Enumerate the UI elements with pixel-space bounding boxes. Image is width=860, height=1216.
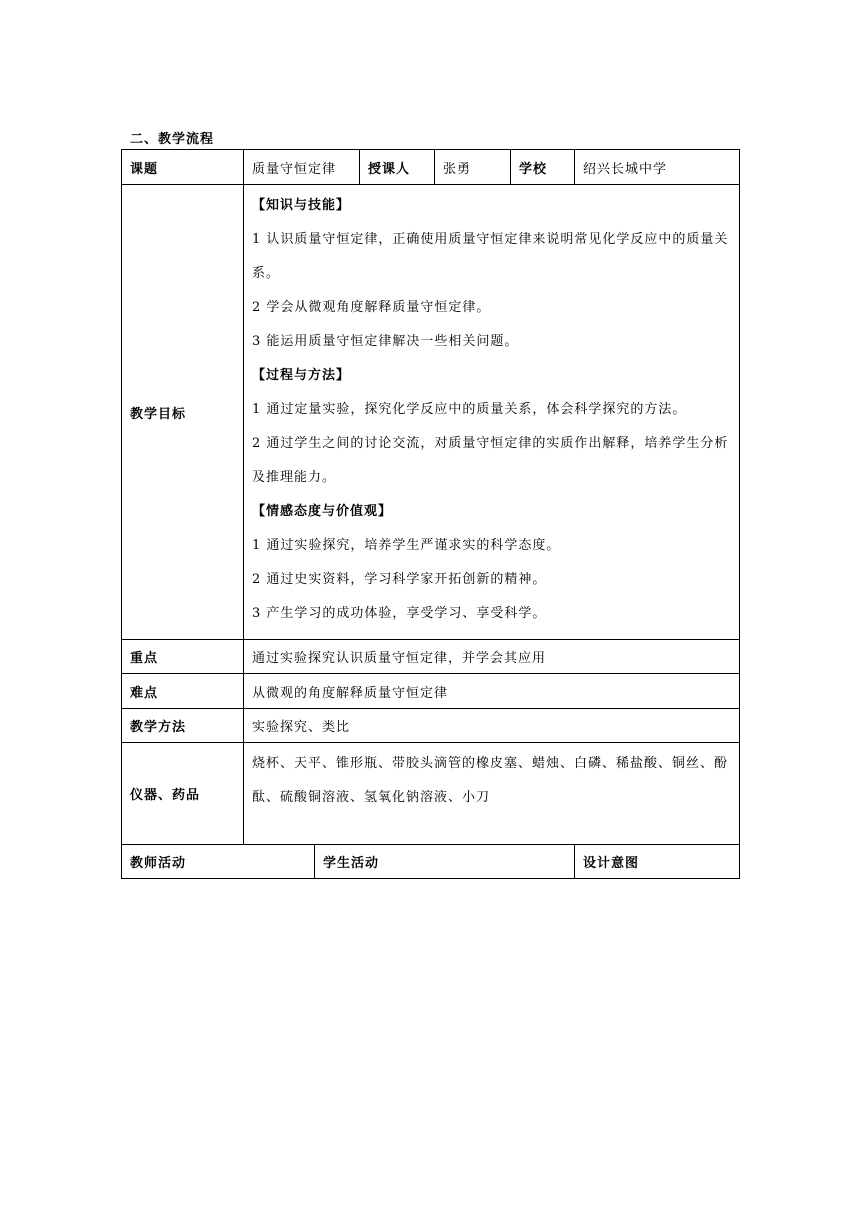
topic-value: 质量守恒定律: [244, 150, 360, 185]
goals-label: 教学目标: [122, 185, 244, 640]
knowledge-item-3: 3 能运用质量守恒定律解决一些相关问题。: [252, 334, 519, 349]
difficulty-value: 从微观的角度解释质量守恒定律: [244, 674, 740, 709]
method-row: [122, 709, 740, 743]
key-point-value: 通过实验探究认识质量守恒定律，并学会其应用: [244, 640, 740, 674]
knowledge-title: 【 知识与技能 】: [252, 189, 731, 223]
teacher-label: 授课人: [360, 150, 435, 185]
activity-header-row: [122, 845, 740, 879]
key-point-row: [122, 640, 740, 674]
knowledge-item-1: 1 认识质量守恒定律，正确使用质量守恒定律来说明常见化学反应中的质量关系。: [252, 232, 729, 281]
school-value: 绍兴长城中学: [575, 150, 740, 185]
emotion-item-1: 1 通过实验探究，培养学生严谨求实的科学态度。: [252, 538, 561, 553]
goals-content: [244, 185, 740, 640]
header-row: [122, 150, 740, 185]
difficulty-label: 难点: [122, 674, 244, 709]
instruments-value: 烧杯、天平、锥形瓶、带胶头滴管的橡皮塞、蜡烛、白磷、稀盐酸、铜丝、酚酞、硫酸铜溶液、氢氧化钠溶液、小刀: [244, 743, 740, 845]
process-item-1: 1 通过定量实验，探究化学反应中的质量关系，体会科学探究的方法。: [252, 402, 687, 417]
knowledge-item-2: 2 学会从微观角度解释质量守恒定律。: [252, 300, 491, 315]
emotion-item-2: 2 通过史实资料，学习科学家开拓创新的精神。: [252, 572, 547, 587]
difficulty-row: [122, 674, 740, 709]
teacher-value: 张勇: [435, 150, 511, 185]
method-label: 教学方法: [122, 709, 244, 743]
emotion-title: 【 情感态度与价值观 】: [252, 495, 731, 529]
topic-label: 课题: [122, 150, 244, 185]
process-title: 【 过程与方法 】: [252, 359, 731, 393]
instruments-row: [122, 743, 740, 845]
design-intent-header: 设计意图: [575, 845, 740, 879]
section-title: 二、教学流程: [130, 132, 215, 147]
school-label: 学校: [511, 150, 575, 185]
instruments-label: 仪器、药品: [122, 743, 244, 845]
teacher-activity-header: 教师活动: [122, 845, 315, 879]
student-activity-header: 学生活动: [315, 845, 575, 879]
emotion-item-3: 3 产生学习的成功体验，享受学习、享受科学。: [252, 606, 547, 621]
goals-row: [122, 185, 740, 640]
lesson-plan-table: [121, 149, 740, 879]
key-point-label: 重点: [122, 640, 244, 674]
process-item-2: 2 通过学生之间的讨论交流，对质量守恒定律的实质作出解释，培养学生分析及推理能力。: [252, 436, 729, 485]
method-value: 实验探究、类比: [244, 709, 740, 743]
